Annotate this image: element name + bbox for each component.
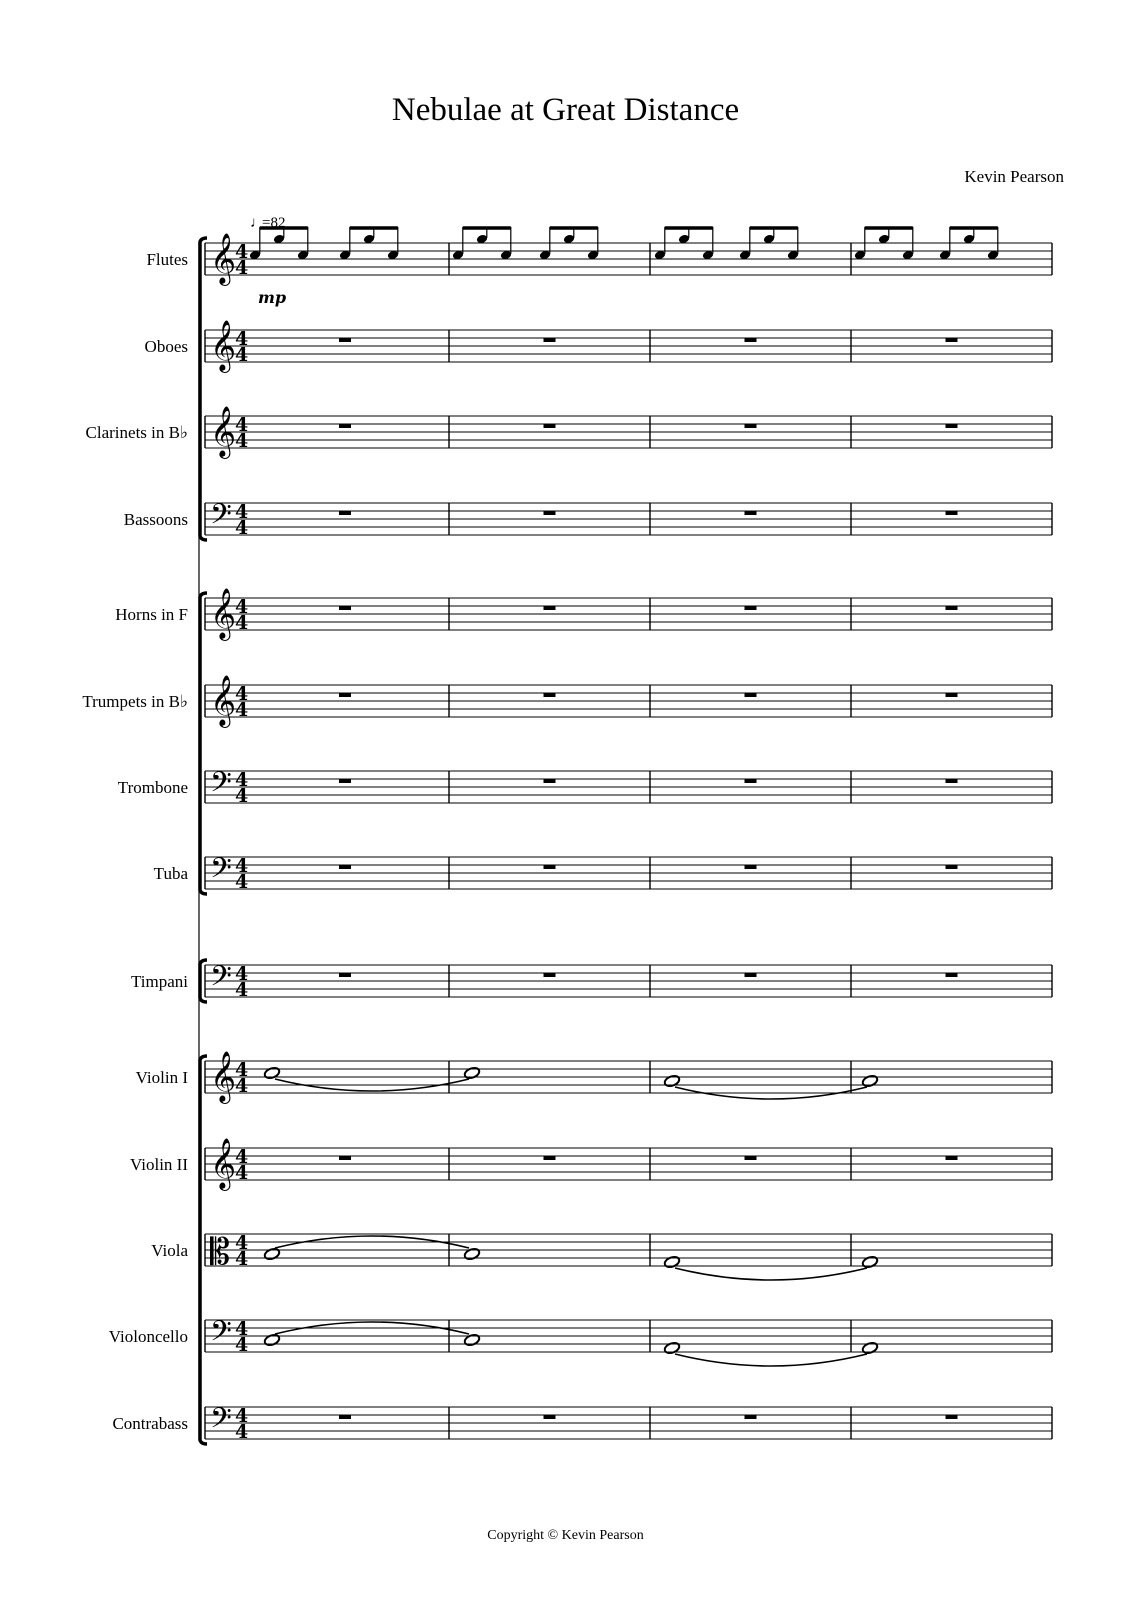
group-bracket xyxy=(200,238,207,540)
time-signature-denominator: 4 xyxy=(235,785,249,807)
time-signature-numerator: 4 xyxy=(235,501,249,523)
quarter-note-icon: ♩ xyxy=(250,215,265,231)
staff-label: Viola xyxy=(151,1241,188,1260)
whole-rest xyxy=(544,693,556,697)
time-signature-denominator: 4 xyxy=(235,1421,249,1443)
staff-horns xyxy=(115,588,1052,641)
bass-clef-icon: 𝄢 xyxy=(210,1402,232,1442)
staff-label: Timpani xyxy=(130,972,188,991)
time-signature-denominator: 4 xyxy=(235,257,249,279)
whole-note xyxy=(263,1247,280,1261)
staff-oboes xyxy=(145,320,1052,373)
staff-label: Violin II xyxy=(130,1155,188,1174)
staff-tuba xyxy=(154,852,1052,893)
time-signature-denominator: 4 xyxy=(235,1334,249,1356)
time-signature-numerator: 4 xyxy=(235,1059,249,1081)
staff-trumpets xyxy=(82,675,1052,728)
treble-clef-icon: 𝄞 xyxy=(210,233,237,284)
staff-label: Tuba xyxy=(153,864,188,883)
treble-clef-icon: 𝄞 xyxy=(210,675,237,726)
staff-cello xyxy=(109,1315,1052,1366)
whole-rest xyxy=(745,865,757,869)
time-signature-denominator: 4 xyxy=(235,979,249,1001)
staff-trombone xyxy=(118,766,1052,807)
whole-rest xyxy=(339,973,351,977)
whole-note xyxy=(663,1074,680,1088)
whole-rest xyxy=(339,511,351,515)
whole-rest xyxy=(544,865,556,869)
staff-label: Oboes xyxy=(144,337,188,356)
staff-label: Violoncello xyxy=(108,1327,188,1346)
whole-note xyxy=(663,1255,680,1269)
whole-note xyxy=(263,1066,280,1080)
whole-note xyxy=(861,1074,878,1088)
time-signature-denominator: 4 xyxy=(235,517,249,539)
tempo-marking: =82 xyxy=(262,215,286,231)
whole-rest xyxy=(946,779,958,783)
time-signature-denominator: 4 xyxy=(235,430,249,452)
whole-rest xyxy=(544,973,556,977)
whole-note xyxy=(263,1333,280,1347)
whole-note xyxy=(861,1255,878,1269)
group-bracket xyxy=(200,593,207,894)
staff-violin1 xyxy=(136,1051,1052,1104)
time-signature-numerator: 4 xyxy=(235,1146,249,1168)
whole-note xyxy=(463,1066,480,1080)
staff-flutes xyxy=(146,215,1052,307)
time-signature-denominator: 4 xyxy=(235,1075,249,1097)
whole-rest xyxy=(946,973,958,977)
whole-rest xyxy=(946,1156,958,1160)
time-signature-numerator: 4 xyxy=(235,769,249,791)
staff-viola xyxy=(151,1232,1052,1280)
whole-rest xyxy=(745,779,757,783)
time-signature-denominator: 4 xyxy=(235,699,249,721)
treble-clef-icon: 𝄞 xyxy=(210,588,237,639)
whole-rest xyxy=(339,779,351,783)
bass-clef-icon: 𝄢 xyxy=(210,766,232,806)
whole-note xyxy=(663,1341,680,1355)
whole-rest xyxy=(339,338,351,342)
whole-rest xyxy=(946,511,958,515)
whole-rest xyxy=(946,865,958,869)
whole-rest xyxy=(544,1415,556,1419)
whole-rest xyxy=(745,693,757,697)
treble-clef-icon: 𝄞 xyxy=(210,406,237,457)
whole-rest xyxy=(339,1415,351,1419)
staff-violin2 xyxy=(130,1138,1052,1191)
bass-clef-icon: 𝄢 xyxy=(210,852,232,892)
whole-rest xyxy=(544,1156,556,1160)
composer-name: Kevin Pearson xyxy=(964,167,1064,186)
staff-label: Horns in F xyxy=(115,605,188,624)
page-title: Nebulae at Great Distance xyxy=(391,92,740,128)
staff-timpani xyxy=(131,960,1052,1001)
time-signature-denominator: 4 xyxy=(235,344,249,366)
whole-note xyxy=(861,1341,878,1355)
whole-rest xyxy=(946,338,958,342)
tie xyxy=(675,1268,867,1280)
whole-rest xyxy=(745,606,757,610)
treble-clef-icon: 𝄞 xyxy=(210,1051,237,1102)
time-signature-numerator: 4 xyxy=(235,1405,249,1427)
whole-rest xyxy=(339,424,351,428)
treble-clef-icon: 𝄞 xyxy=(210,320,237,371)
whole-rest xyxy=(745,424,757,428)
bass-clef-icon: 𝄢 xyxy=(210,498,232,538)
staff-contrabass xyxy=(112,1402,1052,1443)
staff-label: Trombone xyxy=(117,778,188,797)
staff-label: Clarinets in B♭ xyxy=(85,423,188,442)
whole-rest xyxy=(745,338,757,342)
time-signature-numerator: 4 xyxy=(235,683,249,705)
whole-rest xyxy=(946,1415,958,1419)
time-signature-numerator: 4 xyxy=(235,241,249,263)
copyright-notice: Copyright © Kevin Pearson xyxy=(487,1528,644,1543)
staff-label: Flutes xyxy=(146,250,188,269)
staff-clarinets xyxy=(86,406,1052,459)
time-signature-numerator: 4 xyxy=(235,855,249,877)
time-signature-numerator: 4 xyxy=(235,328,249,350)
whole-note xyxy=(463,1247,480,1261)
time-signature-numerator: 4 xyxy=(235,1232,249,1254)
whole-rest xyxy=(946,693,958,697)
alto-clef-icon: 𝄡 xyxy=(210,1232,231,1273)
time-signature-denominator: 4 xyxy=(235,871,249,893)
whole-rest xyxy=(745,511,757,515)
staff-label: Trumpets in B♭ xyxy=(82,692,188,711)
whole-rest xyxy=(544,338,556,342)
staff-label: Contrabass xyxy=(112,1414,188,1433)
whole-note xyxy=(463,1333,480,1347)
whole-rest xyxy=(745,973,757,977)
whole-rest xyxy=(544,779,556,783)
dynamic-marking: mp xyxy=(258,288,287,307)
time-signature-denominator: 4 xyxy=(235,612,249,634)
staff-bassoons xyxy=(124,498,1052,539)
whole-rest xyxy=(339,1156,351,1160)
whole-rest xyxy=(339,693,351,697)
time-signature-numerator: 4 xyxy=(235,414,249,436)
time-signature-numerator: 4 xyxy=(235,963,249,985)
whole-rest xyxy=(745,1156,757,1160)
time-signature-denominator: 4 xyxy=(235,1162,249,1184)
bass-clef-icon: 𝄢 xyxy=(210,1315,232,1355)
staff-label: Violin I xyxy=(135,1068,188,1087)
whole-rest xyxy=(946,606,958,610)
time-signature-numerator: 4 xyxy=(235,596,249,618)
treble-clef-icon: 𝄞 xyxy=(210,1138,237,1189)
whole-rest xyxy=(745,1415,757,1419)
whole-rest xyxy=(544,424,556,428)
staff-label: Bassoons xyxy=(123,510,188,529)
bass-clef-icon: 𝄢 xyxy=(210,960,232,1000)
time-signature-numerator: 4 xyxy=(235,1318,249,1340)
whole-rest xyxy=(544,511,556,515)
time-signature-denominator: 4 xyxy=(235,1248,249,1270)
whole-rest xyxy=(946,424,958,428)
whole-rest xyxy=(544,606,556,610)
whole-rest xyxy=(339,865,351,869)
tie xyxy=(675,1354,867,1366)
whole-rest xyxy=(339,606,351,610)
